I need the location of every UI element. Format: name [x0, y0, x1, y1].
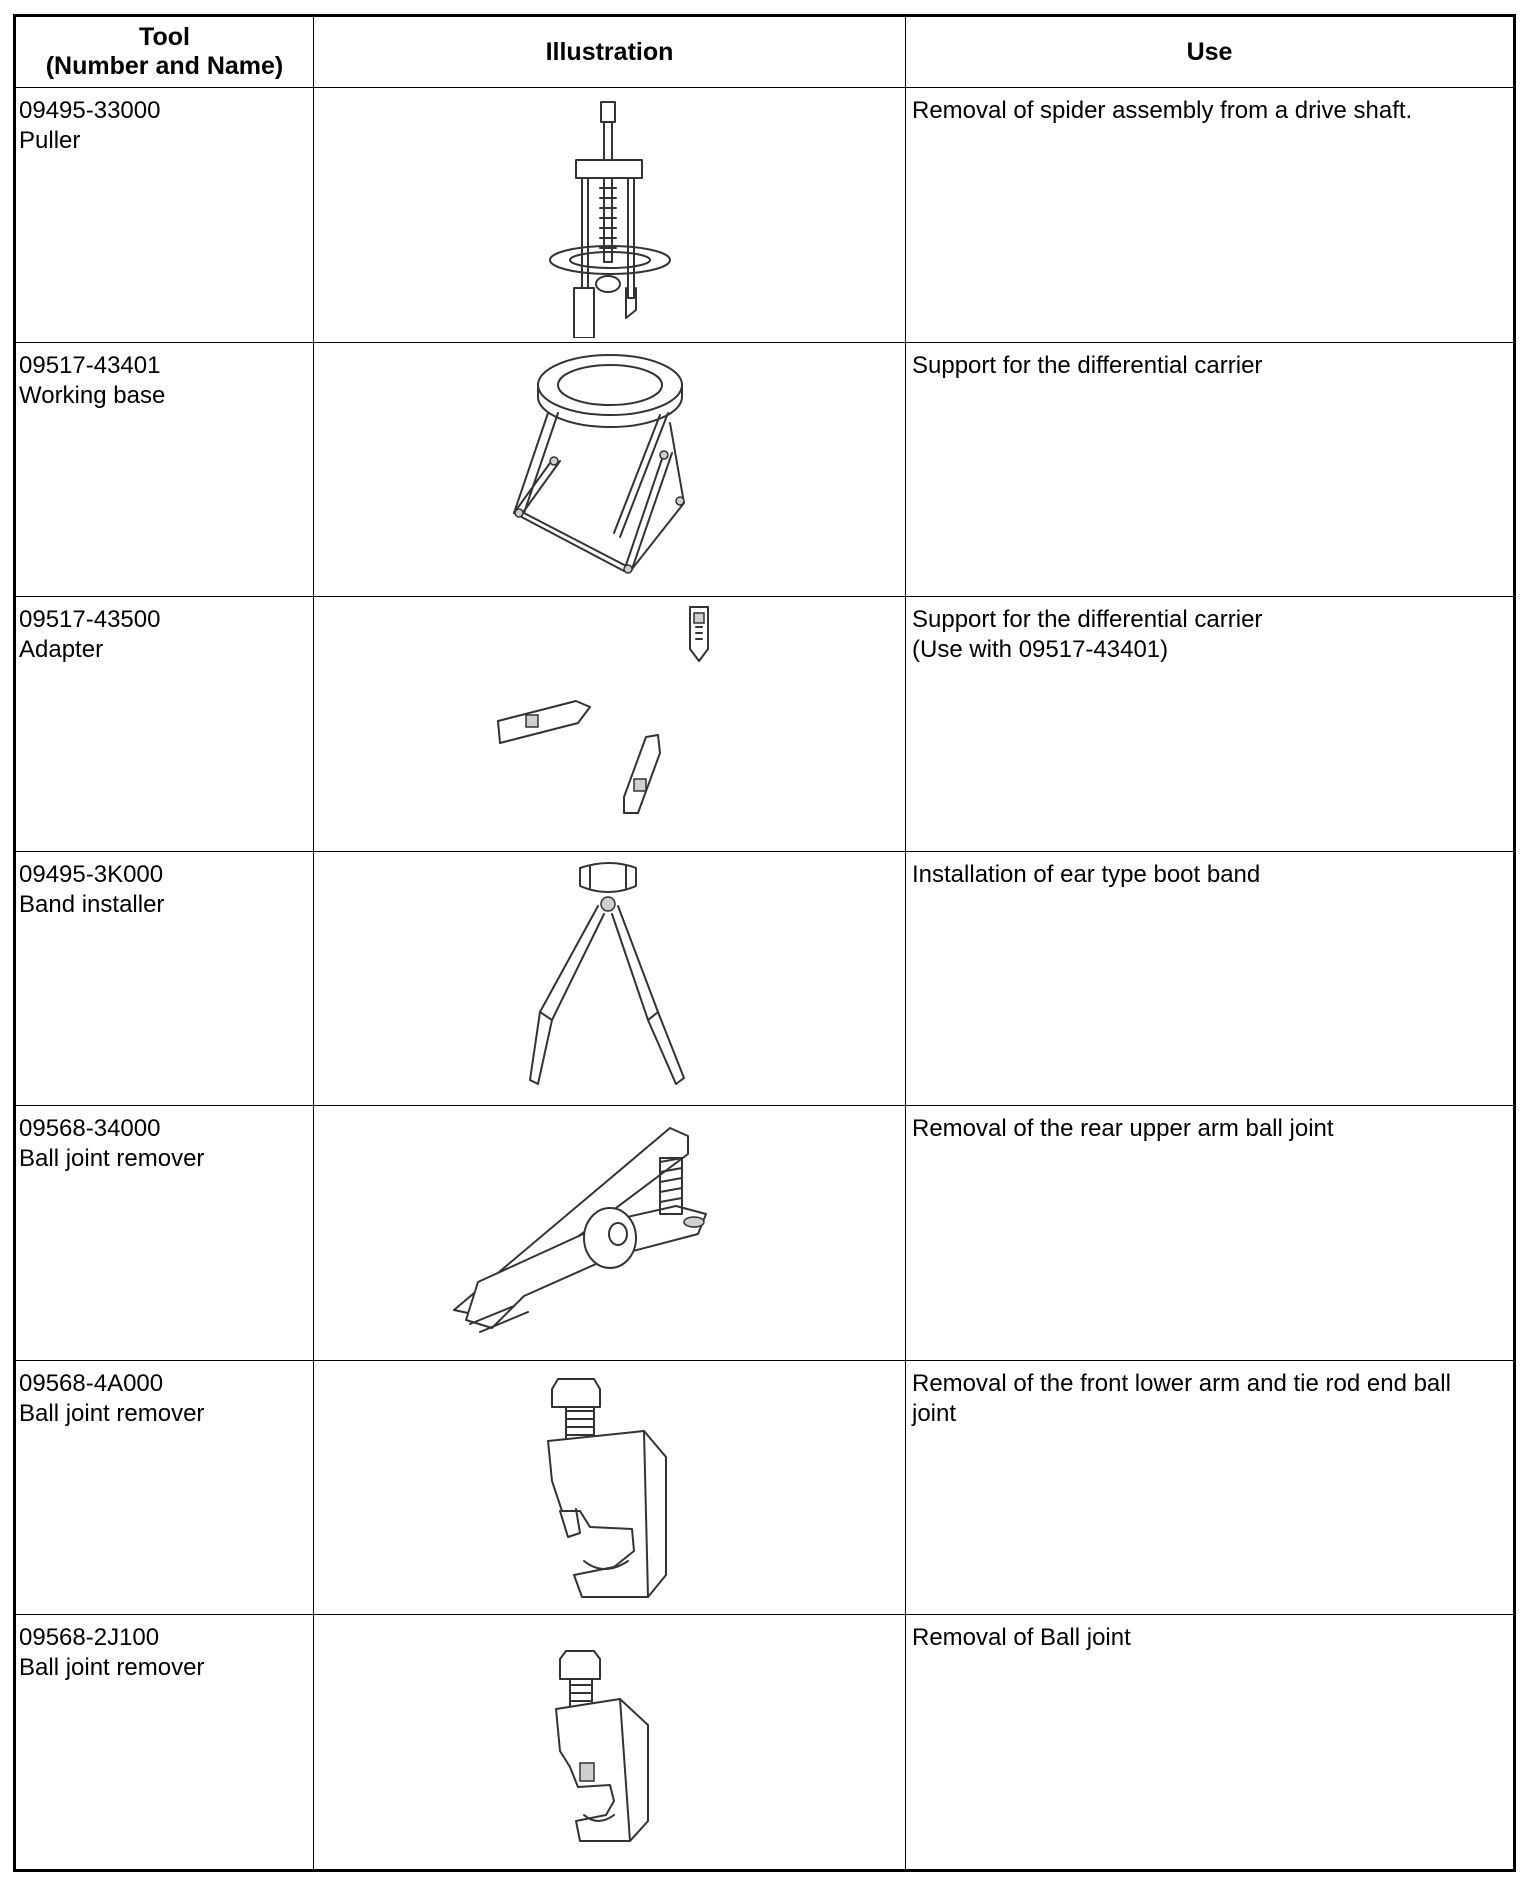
special-tools-table [13, 14, 1516, 1872]
tool-cell [15, 1106, 314, 1361]
tool-name: Ball joint remover [19, 1654, 205, 1682]
table-row [15, 597, 1515, 852]
tool-cell [15, 1360, 314, 1615]
illustration-cell [314, 1106, 906, 1361]
illustration-cell [314, 88, 906, 343]
tool-number: 09495-33000 [19, 97, 161, 124]
tool-name: Band installer [19, 890, 165, 918]
use-cell: Installation of ear type boot band [906, 851, 1515, 1106]
band-installer-icon [314, 852, 906, 1102]
illustration-cell [314, 1615, 906, 1871]
working-base-icon [314, 343, 906, 593]
tool-name: Ball joint remover [19, 1145, 205, 1173]
table-row [15, 342, 1515, 597]
ball-joint-remover-c-icon [314, 1361, 906, 1611]
tool-name: Working base [19, 381, 166, 409]
header-use: Use [906, 16, 1515, 88]
tool-name: Adapter [19, 636, 104, 664]
tool-name: Ball joint remover [19, 1399, 205, 1427]
header-illustration: Illustration [314, 16, 906, 88]
ball-joint-remover-icon [314, 1106, 906, 1356]
table-row [15, 1106, 1515, 1361]
table-row [15, 1615, 1515, 1871]
use-cell: Support for the differential carrier [906, 342, 1515, 597]
table-row [15, 851, 1515, 1106]
tool-number: 09568-34000 [19, 1115, 161, 1143]
puller-icon [314, 88, 906, 338]
tool-cell [15, 342, 314, 597]
table-header-row [15, 16, 1515, 88]
tool-number: 09568-4A000 [19, 1369, 164, 1397]
use-cell: Removal of Ball joint [906, 1615, 1515, 1871]
tool-number: 09568-2J100 [19, 1624, 160, 1652]
use-cell: Support for the differential carrier (Use with 09517-43401) [906, 597, 1515, 852]
illustration-cell [314, 1360, 906, 1615]
use-cell: Removal of the rear upper arm ball joint [906, 1106, 1515, 1361]
use-cell: Removal of the front lower arm and tie rod end ball joint [906, 1360, 1515, 1615]
table-row [15, 88, 1515, 343]
tool-number: 09495-3K000 [19, 860, 164, 888]
illustration-cell [314, 851, 906, 1106]
tool-cell [15, 88, 314, 343]
tool-cell [15, 1615, 314, 1871]
adapter-icon [314, 597, 906, 847]
header-tool: Tool (Number and Name) [15, 16, 314, 88]
use-cell: Removal of spider assembly from a drive shaft. [906, 88, 1515, 343]
ball-joint-remover-small-icon [314, 1615, 906, 1865]
tool-number: 09517-43500 [19, 606, 161, 634]
table-row [15, 1360, 1515, 1615]
tool-cell [15, 597, 314, 852]
tool-number: 09517-43401 [19, 351, 161, 379]
tool-cell [15, 851, 314, 1106]
illustration-cell [314, 597, 906, 852]
tool-name: Puller [19, 127, 81, 154]
illustration-cell [314, 342, 906, 597]
